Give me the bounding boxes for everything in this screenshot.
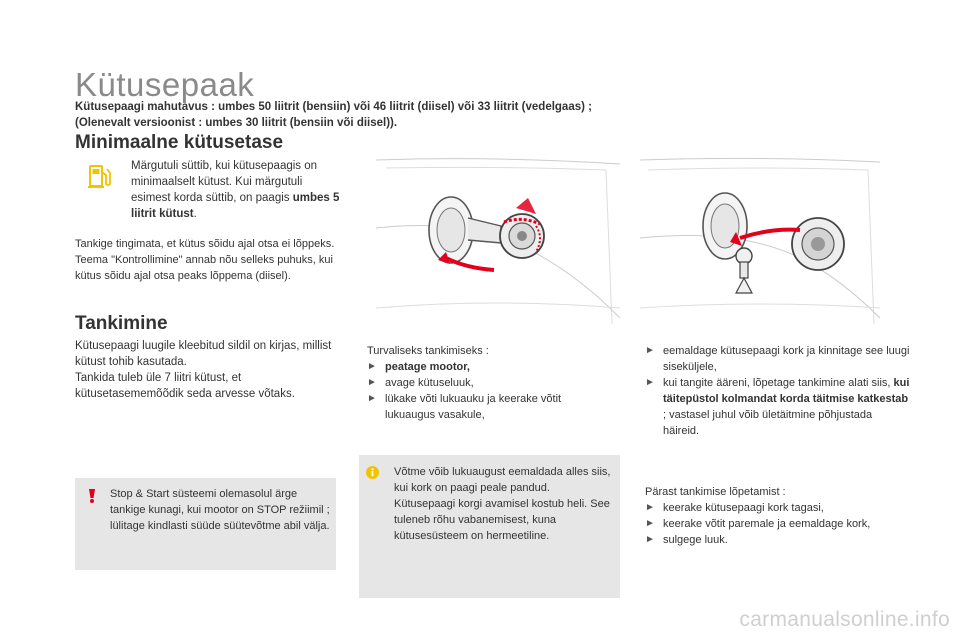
- refuel-minimum-text: Tankida tuleb üle 7 liitri kütust, et kütusetasememõõdik seda arvesse võtaks.: [75, 372, 295, 400]
- after-intro: Pärast tankimise lõpetamist :: [645, 486, 786, 498]
- step-fill-tank: [663, 375, 910, 439]
- illustration-open-flap: [376, 158, 620, 324]
- low-fuel-warning-text: Märgutuli süttib, kui kütusepaagis on minimaalselt kütust. Kui märgutuli esimest korda süttib, on paagis: [131, 160, 318, 204]
- low-fuel-warning-amount: umbes 5 liitrit kütust: [131, 192, 340, 220]
- list-item: [367, 359, 607, 375]
- after-refuel-steps: [645, 484, 910, 548]
- step-insert-key: lükake võti lukuauku ja keerake võtit lukuaugus vasakule,: [385, 393, 562, 421]
- fuel-pump-icon: [88, 163, 112, 189]
- refuel-heading: Tankimine: [75, 313, 168, 334]
- bullet-icon: ►: [645, 377, 655, 388]
- list-item: [645, 500, 910, 516]
- refuel-intro: [75, 338, 340, 402]
- list-item: [645, 375, 910, 439]
- step-fill-c: ; vastasel juhul võib ületäitmine põhjustada häireid.: [663, 409, 873, 437]
- page-title: Kütusepaak: [75, 66, 255, 103]
- list-item: [645, 516, 910, 532]
- low-fuel-warning: [131, 158, 341, 222]
- after-close-flap: sulgege luuk.: [663, 534, 728, 546]
- refuel-steps-1: [367, 343, 607, 423]
- watermark: carmanualsonline.info: [739, 608, 950, 631]
- list-item: [367, 375, 607, 391]
- illustration-remove-cap: [640, 158, 880, 324]
- step-remove-cap: eemaldage kütusepaagi kork ja kinnitage see luugi siseküljele,: [663, 345, 910, 373]
- key-note: Võtme võib lukuaugust eemaldada alles siis, kui kork on paagi peale pandud. Kütusepaagi korgi avamisel kostub heli. See tuleneb rõhu vabanemisest, kuna kütusesüsteem on hermeetiline.: [394, 466, 611, 542]
- bullet-icon: ►: [645, 518, 655, 529]
- exclamation-icon: [86, 489, 98, 503]
- step-stop-engine: peatage mootor,: [385, 361, 470, 373]
- list-item: [645, 532, 910, 548]
- after-turn-key: keerake võtit paremale ja eemaldage kork,: [663, 518, 871, 530]
- low-fuel-advice: [75, 236, 340, 284]
- info-icon: [366, 466, 379, 479]
- refuel-label-text: Kütusepaagi luugile kleebitud sildil on kirjas, millist kütust tohib kasutada.: [75, 340, 332, 368]
- list-item: [645, 343, 910, 375]
- low-fuel-warning-end: .: [193, 208, 197, 220]
- advice-check: Teema "Kontrollimine" annab nõu selleks puhuks, kui kütus sõidu ajal otsa peaks lõppema (diisel).: [75, 254, 333, 282]
- advice-refuel: Tankige tingimata, et kütus sõidu ajal otsa ei lõppeks.: [75, 238, 335, 250]
- step-open-flap: avage kütuseluuk,: [385, 377, 474, 389]
- steps-intro: Turvaliseks tankimiseks :: [367, 345, 489, 357]
- capacity-text: Kütusepaagi mahutavus : umbes 50 liitrit (bensiin) või 46 liitrit (diisel) või 33 liitrit (vedelgaas) ; (Olenevalt versioonist : umbes 30 liitrit (bensiin või diisel)).: [75, 101, 592, 129]
- bullet-icon: ►: [367, 393, 377, 404]
- bullet-icon: ►: [367, 377, 377, 388]
- refuel-steps-2: [645, 343, 910, 439]
- stop-start-note: Stop & Start süsteemi olemasolul ärge tankige kunagi, kui mootor on STOP režiimil ; lülitage kindlasti süüde süütevõtme abil välja.: [110, 488, 330, 532]
- minimum-heading: Minimaalne kütusetase: [75, 132, 284, 153]
- bullet-icon: ►: [645, 534, 655, 545]
- bullet-icon: ►: [645, 345, 655, 356]
- list-item: [367, 391, 607, 423]
- bullet-icon: ►: [645, 502, 655, 513]
- after-refit-cap: keerake kütusepaagi kork tagasi,: [663, 502, 824, 514]
- bullet-icon: ►: [367, 361, 377, 372]
- step-fill-a: kui tangite ääreni, lõpetage tankimine alati siis,: [663, 377, 891, 389]
- step-fill-b: kui täitepüstol kolmandat korda täitmise katkestab: [663, 377, 910, 405]
